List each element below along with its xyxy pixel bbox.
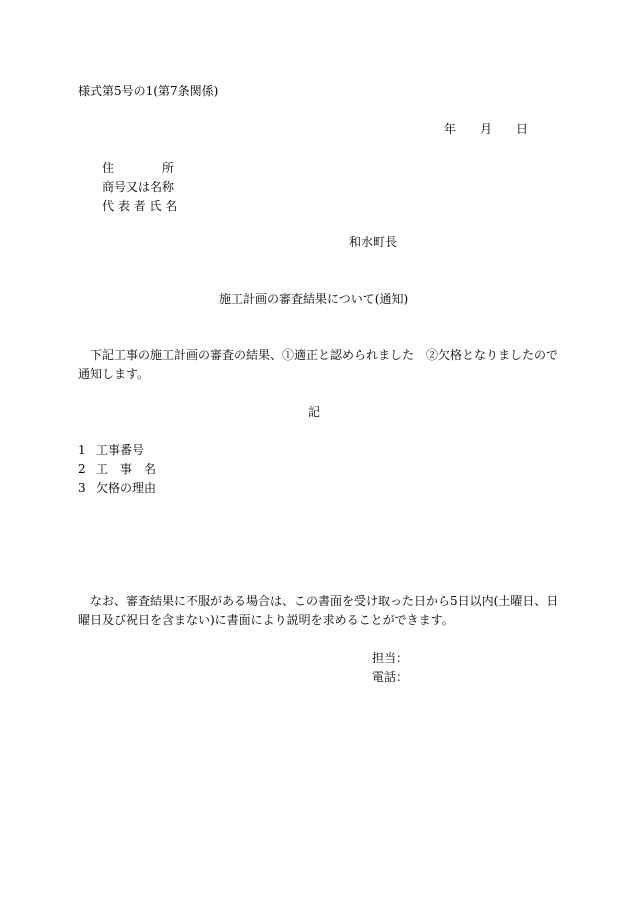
date-month: 月 — [480, 122, 493, 136]
list-item — [78, 480, 157, 497]
date-day: 日 — [516, 122, 529, 136]
representative-label: 代 表 者 氏 名 — [102, 199, 178, 213]
form-number: 様式第5号の1(第7条関係) — [78, 84, 219, 98]
contact-person: 担当： — [372, 651, 409, 665]
body-line-2: 通知します。 — [78, 367, 150, 381]
item-label: 欠格の理由 — [96, 481, 157, 495]
document-title: 施工計画の審査結果について(通知) — [219, 292, 409, 306]
item-number: 2 — [78, 462, 86, 476]
contact-phone: 電話： — [372, 670, 409, 684]
item-label: 工 事 名 — [96, 462, 157, 476]
date-year: 年 — [444, 122, 457, 136]
note-line-1: なお、審査結果に不服がある場合は、この書面を受け取った日から5日以内(土曜日、日 — [90, 594, 559, 608]
ki-heading: 記 — [308, 405, 321, 419]
item-number: 1 — [78, 443, 86, 457]
note-line-2: 曜日及び祝日を含まない)に書面により説明を求めることができます。 — [78, 613, 454, 627]
item-number: 3 — [78, 481, 86, 495]
issuer: 和水町長 — [349, 235, 398, 249]
item-label: 工事番号 — [96, 443, 145, 457]
list-item — [78, 461, 157, 478]
body-line-1: 下記工事の施工計画の審査の結果、①適正と認められました ②欠格となりましたので — [90, 348, 559, 362]
company-label: 商号又は名称 — [102, 180, 175, 194]
address-label: 住 所 — [102, 161, 175, 175]
list-item — [78, 442, 145, 459]
